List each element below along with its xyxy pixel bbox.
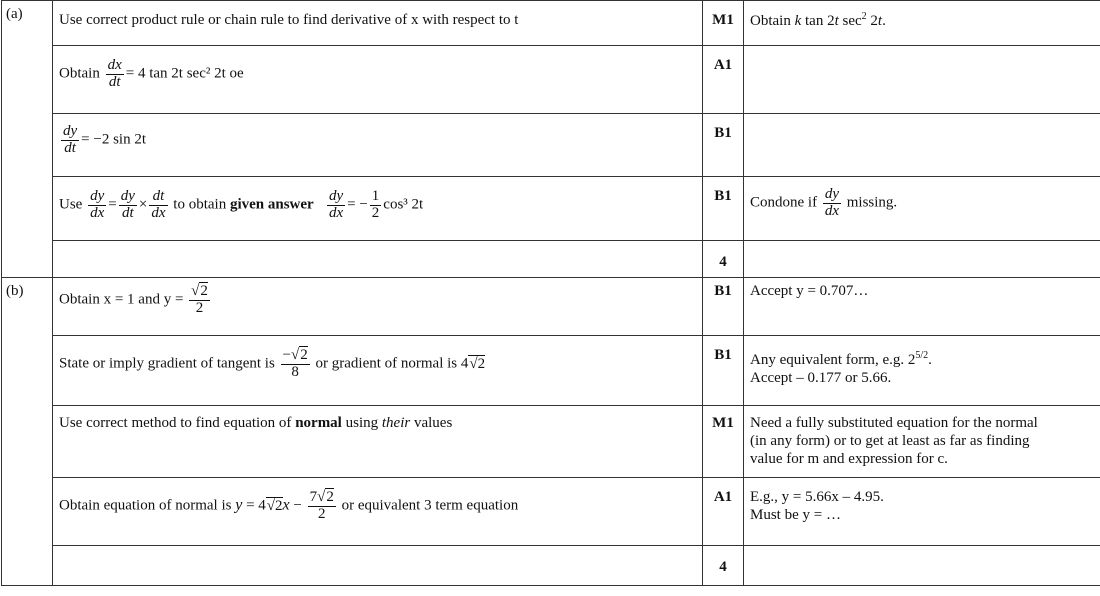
root-two: √2 (469, 355, 486, 372)
answer-tail: cos³ 2t (383, 196, 424, 213)
mark: B1 (714, 283, 732, 299)
mark: A1 (713, 489, 733, 505)
answer-mid: to obtain (173, 196, 227, 213)
total-cell (703, 241, 744, 278)
frac-numerator: dy (63, 123, 78, 139)
exponent: 5/2 (915, 350, 929, 361)
mark-cell (703, 336, 744, 406)
guidance-text (744, 478, 1100, 524)
mark: A1 (713, 57, 733, 73)
answer-prefix: Obtain (59, 65, 100, 82)
answer-text (53, 114, 702, 157)
part-a-total: 4 (719, 254, 727, 270)
guidance-line: value for m and expression for c. (750, 451, 948, 467)
mark-cell (703, 406, 744, 478)
dydt-fraction: $\frac{dy}{dt}$ (120, 188, 135, 221)
dydx-fraction: $\frac{dy}{dx}$ (824, 186, 839, 219)
guidance-cell (744, 241, 1100, 278)
answer-text (53, 406, 702, 432)
answer-mid: using (345, 415, 379, 431)
mark: M1 (712, 415, 734, 431)
answer-cell (53, 114, 703, 177)
answer-prefix: Obtain equation of normal is (59, 497, 232, 514)
answer-cell (53, 241, 703, 278)
answer-rest: = 4 tan 2t sec² 2t oe (125, 65, 244, 82)
total-cell (703, 546, 744, 586)
answer-cell (53, 1, 703, 46)
answer-italic: their (381, 415, 411, 431)
answer-cell (53, 177, 703, 241)
mark: B1 (714, 347, 732, 363)
guidance-cell (744, 1, 1100, 46)
answer-prefix: Use (59, 196, 83, 213)
dtdx-fraction: $\frac{dt}{dx}$ (151, 188, 166, 221)
mark-cell (703, 478, 744, 546)
part-b-cell (2, 278, 53, 586)
guidance-cell (744, 278, 1100, 336)
guidance-line: Must be y = … (750, 507, 841, 523)
half-fraction: $\frac{1}{2}$ (371, 188, 380, 221)
answer-text (53, 278, 702, 317)
part-b-total: 4 (719, 559, 727, 575)
dxdt-fraction (106, 58, 124, 91)
guidance-line: Accept – 0.177 or 5.66. (750, 370, 892, 386)
neg-root2-over-8-fraction: $\frac{-√2}{8}$ (282, 347, 308, 380)
dydx-fraction: $\frac{dy}{dx}$ (90, 188, 105, 221)
guidance-text (744, 406, 1100, 468)
guidance-cell (744, 114, 1100, 177)
guidance-line1: Any equivalent form, e.g. 2 (750, 352, 916, 368)
guidance-text: Accept y = 0.707… (750, 283, 869, 299)
guidance-cell (744, 546, 1100, 586)
answer-tail: values (413, 415, 453, 431)
mark-cell (703, 177, 744, 241)
guidance-cell (744, 46, 1100, 114)
guidance-line: Any equivalent form, e.g. $2^{5/2}$. (750, 350, 932, 368)
root2-over-2-fraction: $\frac{√2}{2}$ (191, 283, 208, 316)
mark: B1 (714, 188, 732, 204)
answer-cell (53, 406, 703, 478)
answer-cell (53, 278, 703, 336)
frac-denominator: dt (108, 73, 121, 90)
dydx-fraction: $\frac{dy}{dx}$ (328, 188, 344, 221)
guidance-text (744, 336, 1100, 387)
answer-text (53, 336, 702, 381)
part-a-label: (a) (6, 6, 23, 22)
mark-cell (703, 1, 744, 46)
answer-cell (53, 336, 703, 406)
mark: M1 (712, 12, 734, 28)
mark-cell (703, 46, 744, 114)
mark-scheme-table (1, 0, 1100, 586)
frac-denominator: dt (64, 139, 76, 156)
guidance-line: Need a fully substituted equation for the normal (750, 415, 1038, 431)
answer-bold: normal (295, 415, 342, 431)
answer-cell (53, 546, 703, 586)
answer-text: Use $\frac{dy}{dx}$ = $\frac{dy}{dt}$ × $\frac{dt}{dx}$ to obtain given answer $\frac{dy}{dx}$ = − $\frac{1}{2}$ cos³ 2t (59, 188, 424, 221)
dydt-fraction (61, 124, 79, 157)
answer-rest: = −2 sin 2t (81, 131, 147, 148)
guidance-text (744, 177, 1100, 220)
part-a-cell (2, 1, 53, 278)
mark: B1 (714, 125, 732, 141)
answer-prefix: State or imply gradient of tangent is (59, 355, 275, 372)
answer-text: Use correct product rule or chain rule to find derivative of x with respect to t (59, 12, 519, 28)
guidance-cell (744, 336, 1100, 406)
mark-cell (703, 114, 744, 177)
guidance-text: Obtain k tan 2t $\sec^2 2t$. (750, 11, 886, 29)
answer-text (53, 46, 702, 91)
guidance-line: (in any form) or to get at least as far as finding (750, 433, 1030, 449)
mark-cell (703, 278, 744, 336)
guidance-suffix: missing. (846, 194, 898, 211)
guidance-cell (744, 478, 1100, 546)
frac-numerator: dx (107, 57, 122, 73)
guidance-line: E.g., y = 5.66x – 4.95. (750, 489, 884, 505)
answer-text: Obtain equation of normal is y = 4√2x − $\frac{7√2}{2}$ or equivalent 3 term equation (59, 489, 519, 522)
answer-cell (53, 46, 703, 114)
answer-cell (53, 478, 703, 546)
answer-bold: given answer (229, 196, 314, 213)
guidance-cell (744, 406, 1100, 478)
answer-tail: or equivalent 3 term equation (341, 497, 519, 514)
answer-mid: or gradient of normal is 4 (315, 355, 469, 372)
seven-root2-over-2-fraction: $\frac{7√2}{2}$ (309, 489, 334, 522)
answer-prefix: Obtain x = 1 and y = (59, 291, 184, 308)
guidance-prefix: Condone if (750, 194, 818, 211)
answer-prefix: Use correct method to find equation of (59, 415, 292, 431)
guidance-cell (744, 177, 1100, 241)
part-b-label: (b) (6, 283, 24, 299)
